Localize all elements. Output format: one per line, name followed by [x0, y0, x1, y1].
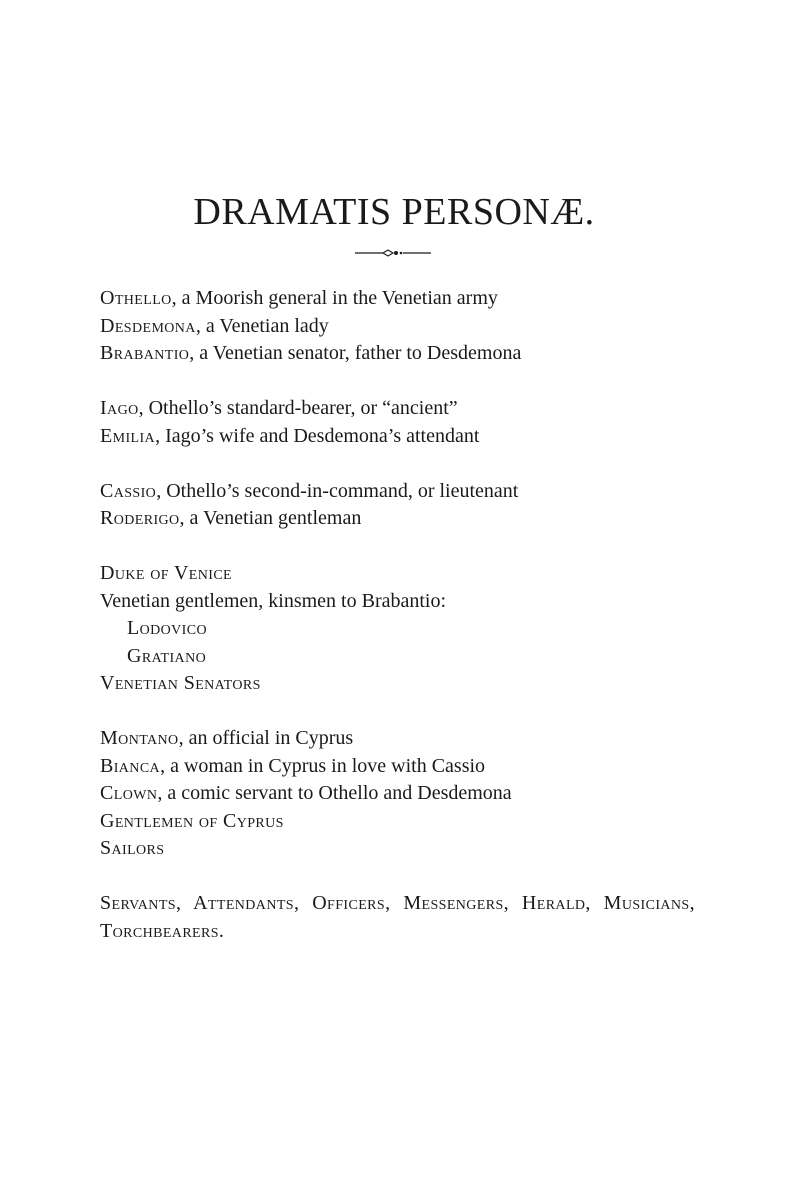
character-entry: [100, 285, 695, 313]
character-description: , Othello’s standard-bearer, or “ancient”: [138, 397, 458, 419]
character-name: Gratiano: [127, 644, 207, 667]
character-description: , a comic servant to Othello and Desdemona: [157, 782, 512, 804]
character-entry: [100, 560, 695, 588]
character-description: , a Venetian senator, father to Desdemona: [189, 342, 522, 364]
character-name: Venetian Senators: [100, 672, 261, 694]
character-entry: [100, 395, 695, 423]
character-name: Desdemona: [100, 314, 196, 337]
character-name: Bianca: [100, 754, 161, 777]
character-description: , an official in Cyprus: [178, 727, 354, 749]
character-description: , a Venetian lady: [195, 314, 329, 337]
character-name: Brabantio: [100, 342, 190, 364]
character-entry: [100, 313, 695, 341]
character-entry: [100, 478, 695, 506]
character-name: Duke of Venice: [100, 562, 233, 584]
character-name: Iago: [100, 397, 139, 419]
character-description: , a woman in Cyprus in love with Cassio: [160, 754, 486, 777]
character-name: Emilia: [100, 424, 156, 447]
character-list: [100, 285, 695, 945]
character-group: [100, 285, 695, 368]
character-name: Othello: [100, 287, 172, 309]
character-entry: [100, 725, 695, 753]
character-name: Lodovico: [127, 617, 207, 639]
character-entry: [100, 780, 695, 808]
character-description: Venetian gentlemen, kinsmen to Brabantio:: [100, 589, 447, 612]
character-name: Sailors: [100, 837, 165, 859]
character-name: Montano: [100, 727, 179, 749]
character-entry: [100, 753, 695, 781]
character-name: Gentlemen of Cyprus: [100, 809, 284, 832]
ornament-divider-icon: [355, 246, 431, 260]
character-entry: [100, 340, 695, 368]
character-entry: [100, 808, 695, 836]
character-entry: [100, 615, 695, 643]
character-entry: [100, 588, 695, 616]
character-name: Roderigo: [100, 507, 180, 529]
character-entry: [100, 670, 695, 698]
character-name: Clown: [100, 782, 158, 804]
character-group: [100, 395, 695, 450]
character-group: [100, 725, 695, 863]
character-entry: [100, 505, 695, 533]
page-title: DRAMATIS PERSONÆ.: [193, 191, 595, 233]
character-description: , Othello’s second-in-command, or lieutenant: [156, 479, 519, 502]
character-group: [100, 560, 695, 698]
character-entry: [100, 835, 695, 863]
character-name: Cassio: [100, 479, 157, 502]
character-entry: [100, 643, 695, 671]
character-description: , Iago’s wife and Desdemona’s attendant: [155, 424, 480, 447]
character-entry: [100, 423, 695, 451]
minor-characters-line: Servants, Attendants, Officers, Messengers, Herald, Musicians, Torchbearers.: [100, 892, 695, 942]
character-description: , a Moorish general in the Venetian army: [171, 287, 498, 309]
character-description: , a Venetian gentleman: [179, 507, 362, 529]
character-group: [100, 478, 695, 533]
